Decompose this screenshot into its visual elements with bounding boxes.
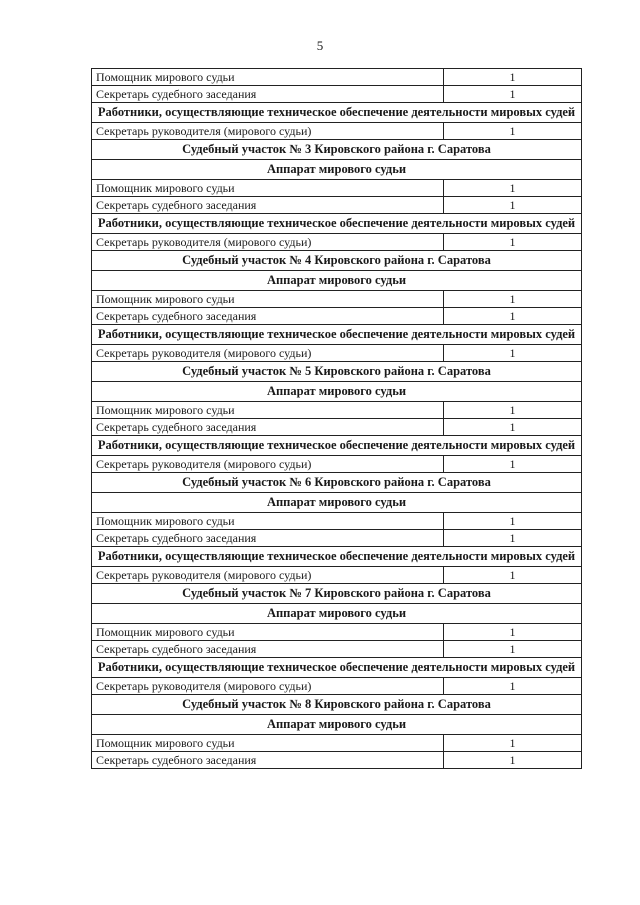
position-count: 1 [444, 641, 582, 658]
position-row [92, 678, 582, 695]
section-header-row [92, 695, 582, 715]
position-title: Секретарь руководителя (мирового судьи) [92, 567, 444, 584]
section-header: Судебный участок № 4 Кировского района г. Саратова [92, 251, 582, 271]
position-count: 1 [444, 530, 582, 547]
position-title: Секретарь руководителя (мирового судьи) [92, 123, 444, 140]
section-header-row [92, 436, 582, 456]
section-header: Аппарат мирового судьи [92, 604, 582, 624]
section-header: Аппарат мирового судьи [92, 271, 582, 291]
section-header: Работники, осуществляющие техническое обеспечение деятельности мировых судей [92, 103, 582, 123]
position-count: 1 [444, 752, 582, 769]
staff-table [91, 68, 582, 769]
section-header-row [92, 214, 582, 234]
page-number: 5 [316, 38, 324, 53]
position-row [92, 123, 582, 140]
position-row [92, 69, 582, 86]
position-title: Секретарь руководителя (мирового судьи) [92, 678, 444, 695]
section-header: Аппарат мирового судьи [92, 382, 582, 402]
section-header-row [92, 658, 582, 678]
position-title: Секретарь руководителя (мирового судьи) [92, 234, 444, 251]
position-row [92, 513, 582, 530]
section-header: Судебный участок № 3 Кировского района г. Саратова [92, 140, 582, 160]
position-count: 1 [444, 567, 582, 584]
position-row [92, 197, 582, 214]
position-count: 1 [444, 308, 582, 325]
staff-table-body [92, 69, 582, 769]
position-count: 1 [444, 69, 582, 86]
position-row [92, 752, 582, 769]
position-count: 1 [444, 197, 582, 214]
position-title: Помощник мирового судьи [92, 69, 444, 86]
section-header-row [92, 103, 582, 123]
position-row [92, 291, 582, 308]
position-title: Секретарь судебного заседания [92, 641, 444, 658]
position-title: Помощник мирового судьи [92, 180, 444, 197]
position-row [92, 641, 582, 658]
section-header: Судебный участок № 8 Кировского района г. Саратова [92, 695, 582, 715]
position-count: 1 [444, 678, 582, 695]
position-count: 1 [444, 123, 582, 140]
section-header-row [92, 473, 582, 493]
position-title: Секретарь судебного заседания [92, 752, 444, 769]
section-header: Аппарат мирового судьи [92, 493, 582, 513]
position-count: 1 [444, 86, 582, 103]
section-header: Работники, осуществляющие техническое обеспечение деятельности мировых судей [92, 325, 582, 345]
section-header-row [92, 493, 582, 513]
position-title: Помощник мирового судьи [92, 291, 444, 308]
position-row [92, 308, 582, 325]
section-header: Судебный участок № 6 Кировского района г. Саратова [92, 473, 582, 493]
section-header-row [92, 325, 582, 345]
section-header: Работники, осуществляющие техническое обеспечение деятельности мировых судей [92, 214, 582, 234]
position-row [92, 234, 582, 251]
section-header: Работники, осуществляющие техническое обеспечение деятельности мировых судей [92, 436, 582, 456]
section-header-row [92, 584, 582, 604]
position-title: Секретарь судебного заседания [92, 419, 444, 436]
position-row [92, 419, 582, 436]
section-header: Судебный участок № 5 Кировского района г. Саратова [92, 362, 582, 382]
position-title: Помощник мирового судьи [92, 402, 444, 419]
position-row [92, 402, 582, 419]
position-row [92, 345, 582, 362]
position-title: Помощник мирового судьи [92, 513, 444, 530]
position-title: Секретарь судебного заседания [92, 197, 444, 214]
position-row [92, 456, 582, 473]
position-count: 1 [444, 345, 582, 362]
section-header-row [92, 271, 582, 291]
position-title: Секретарь судебного заседания [92, 86, 444, 103]
section-header-row [92, 715, 582, 735]
position-row [92, 180, 582, 197]
position-row [92, 86, 582, 103]
section-header-row [92, 547, 582, 567]
position-row [92, 735, 582, 752]
position-count: 1 [444, 513, 582, 530]
section-header-row [92, 382, 582, 402]
position-row [92, 624, 582, 641]
position-count: 1 [444, 291, 582, 308]
position-count: 1 [444, 234, 582, 251]
position-title: Секретарь руководителя (мирового судьи) [92, 456, 444, 473]
section-header-row [92, 604, 582, 624]
position-row [92, 567, 582, 584]
position-count: 1 [444, 402, 582, 419]
section-header: Судебный участок № 7 Кировского района г. Саратова [92, 584, 582, 604]
position-count: 1 [444, 735, 582, 752]
section-header: Аппарат мирового судьи [92, 715, 582, 735]
position-count: 1 [444, 419, 582, 436]
position-count: 1 [444, 180, 582, 197]
position-title: Помощник мирового судьи [92, 735, 444, 752]
position-title: Помощник мирового судьи [92, 624, 444, 641]
section-header: Работники, осуществляющие техническое обеспечение деятельности мировых судей [92, 547, 582, 567]
position-count: 1 [444, 624, 582, 641]
section-header: Работники, осуществляющие техническое обеспечение деятельности мировых судей [92, 658, 582, 678]
section-header-row [92, 362, 582, 382]
position-title: Секретарь руководителя (мирового судьи) [92, 345, 444, 362]
position-count: 1 [444, 456, 582, 473]
section-header-row [92, 251, 582, 271]
position-row [92, 530, 582, 547]
position-title: Секретарь судебного заседания [92, 530, 444, 547]
section-header-row [92, 140, 582, 160]
section-header: Аппарат мирового судьи [92, 160, 582, 180]
position-title: Секретарь судебного заседания [92, 308, 444, 325]
section-header-row [92, 160, 582, 180]
